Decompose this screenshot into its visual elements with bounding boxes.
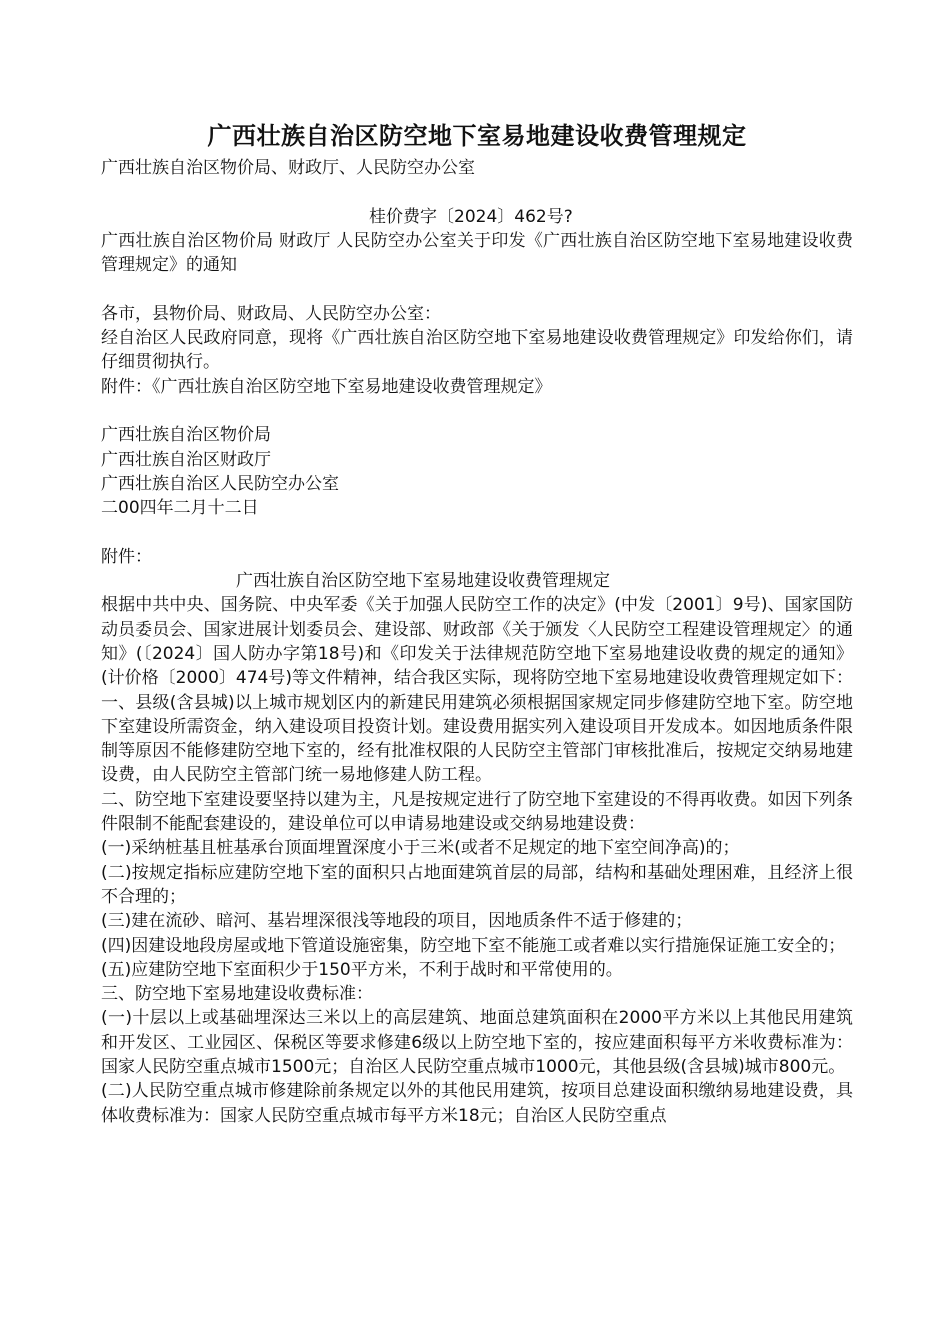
addressee: 各市，县物价局、财政局、人民防空办公室：: [101, 303, 441, 324]
paragraph-article-2-item-3: (三)建在流砂、暗河、基岩埋深很浅等地段的项目，因地质条件不适于修建的；: [101, 911, 693, 932]
signature-civil-air-defense: 广西壮族自治区人民防空办公室: [101, 473, 339, 494]
paragraph-preamble: 根据中共中央、国务院、中央军委《关于加强人民防空工作的决定》(中发〔2001〕9号)、国家国防动员委员会、国家进展计划委员会、建设部、财政部《关于颁发〈人民防空工程建设管理规定〉的通知》(〔2024〕国人防办字第18号)和《印发关于法律规范防空地下室易地建设收费的规定的通知》(计价格〔2000〕474号)等文件精神，结合我区实际，现将防空地下室易地建设收费管理规定如下：: [101, 595, 853, 689]
document-title: 广西壮族自治区防空地下室易地建设收费管理规定: [207, 122, 747, 150]
blank-line: [101, 277, 853, 301]
attachment-title: 广西壮族自治区防空地下室易地建设收费管理规定: [236, 571, 610, 592]
blank-line: [101, 399, 853, 423]
paragraph-article-2-item-1: (一)采纳桩基且桩基承台顶面埋置深度小于三米(或者不足规定的地下室空间净高)的；: [101, 838, 740, 859]
paragraph-article-2-item-2: (二)按规定指标应建防空地下室的面积只占地面建筑首层的局部，结构和基础处理困难，且经济上很不合理的；: [101, 862, 853, 907]
signature-finance-dept: 广西壮族自治区财政厅: [101, 449, 271, 470]
paragraph-article-2-item-5: (五)应建防空地下室面积少于150平方米，不利于战时和平常使用的。: [101, 959, 623, 980]
paragraph-article-1: 一、县级(含县城)以上城市规划区内的新建民用建筑必须根据国家规定同步修建防空地下室。防空地下室建设所需资金，纳入建设项目投资计划。建设费用据实列入建设项目开发成本。如因地质条件限制等原因不能修建防空地下室的，经有批准权限的人民防空主管部门审核批准后，按规定交纳易地建设费，由人民防空主管部门统一易地修建人防工程。: [101, 692, 853, 786]
notice-title: 广西壮族自治区物价局 财政厅 人民防空办公室关于印发《广西壮族自治区防空地下室易地建设收费管理规定》的通知: [101, 230, 853, 276]
paragraph-article-2-item-4: (四)因建设地段房屋或地下管道设施密集，防空地下室不能施工或者难以实行措施保证施工安全的；: [101, 935, 846, 956]
blank-line: [101, 520, 853, 544]
paragraph-article-3: 三、防空地下室易地建设收费标准：: [101, 984, 373, 1005]
blank-line: [101, 180, 853, 204]
document-number: 桂价费字〔2024〕462号?: [369, 206, 573, 227]
signature-price-bureau: 广西壮族自治区物价局: [101, 425, 271, 446]
attachment-reference: 附件：《广西壮族自治区防空地下室易地建设收费管理规定》: [101, 376, 552, 397]
paragraph-article-2: 二、防空地下室建设要坚持以建为主，凡是按规定进行了防空地下室建设的不得再收费。如因下列条件限制不能配套建设的，建设单位可以申请易地建设或交纳易地建设费：: [101, 789, 853, 835]
attachment-label: 附件：: [101, 546, 152, 567]
document-page: [101, 116, 853, 1128]
issue-date: 二00四年二月十二日: [101, 498, 259, 519]
paragraph-article-3-item-1: (一)十层以上或基础埋深达三米以上的高层建筑、地面总建筑面积在2000平方米以上其他民用建筑和开发区、工业园区、保税区等要求修建6级以上防空地下室的，按应建面积每平方米收费标准为：国家人民防空重点城市1500元；自治区人民防空重点城市1000元，其他县级(含县城)城市800元。: [101, 1008, 853, 1077]
paragraph-article-3-item-2: (二)人民防空重点城市修建除前条规定以外的其他民用建筑，按项目总建设面积缴纳易地建设费，具体收费标准为：国家人民防空重点城市每平方米18元；自治区人民防空重点: [101, 1081, 853, 1126]
issuers-line: 广西壮族自治区物价局、财政厅、人民防空办公室: [101, 158, 475, 178]
notice-body: 经自治区人民政府同意，现将《广西壮族自治区防空地下室易地建设收费管理规定》印发给你们，请仔细贯彻执行。: [101, 328, 853, 373]
